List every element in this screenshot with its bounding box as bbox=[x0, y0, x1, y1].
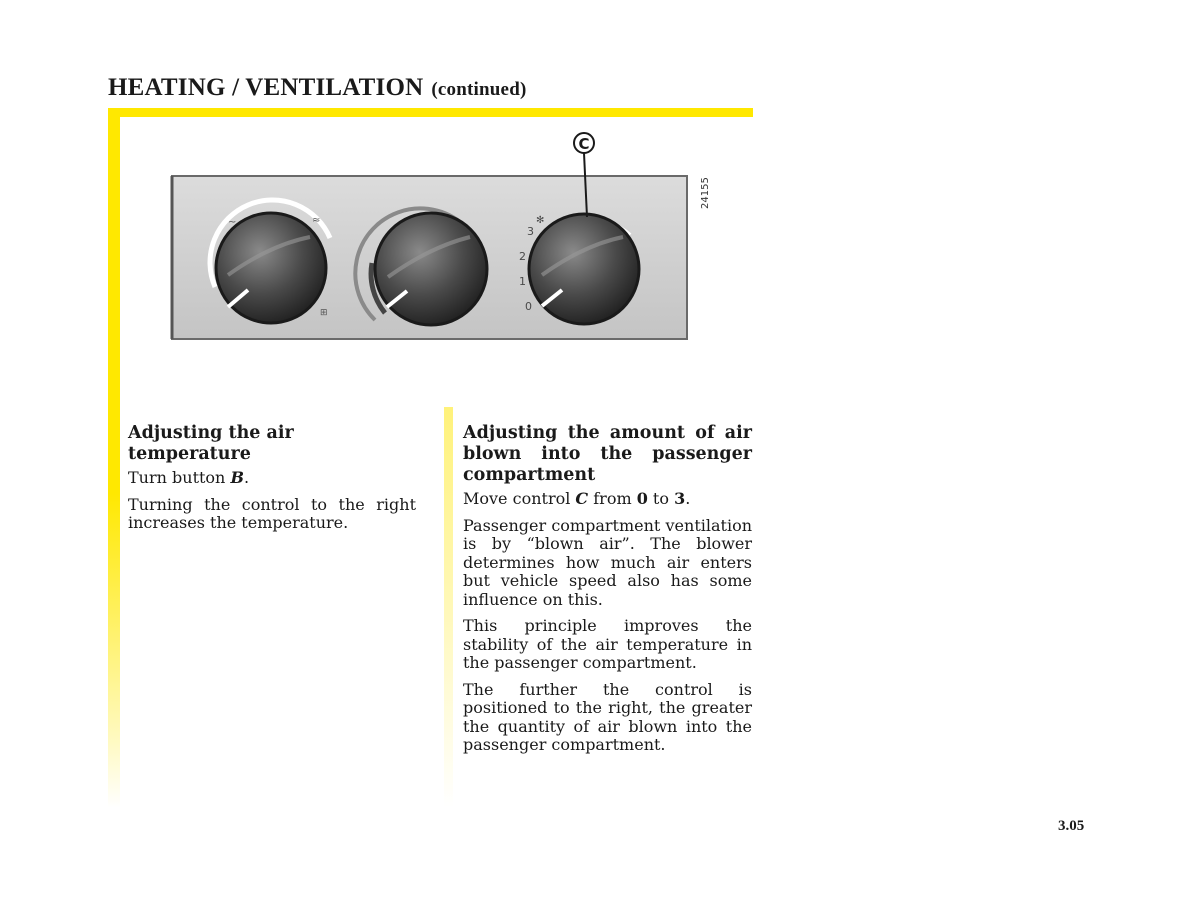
heading-air-amount: Adjusting the amount of air blown into the passenger compartment bbox=[463, 423, 752, 485]
title-suffix: (continued) bbox=[431, 79, 527, 100]
page-number: 3.05 bbox=[1058, 818, 1085, 834]
fan-scale-3: 3 bbox=[527, 225, 534, 238]
paragraph-temperature: Turning the control to the right increases the temperature. bbox=[128, 494, 416, 532]
title-main: HEATING / VENTILATION bbox=[108, 74, 424, 101]
page-title bbox=[108, 74, 527, 102]
yellow-rule-top bbox=[108, 108, 753, 117]
fan-scale-0: 0 bbox=[525, 300, 532, 313]
paragraph-move-control: Move control C from 0 to 3. bbox=[463, 489, 691, 508]
value-to: 3 bbox=[674, 489, 686, 508]
yellow-rule-middle bbox=[444, 407, 453, 807]
control-ref-b: B bbox=[230, 468, 244, 487]
yellow-rule-left bbox=[108, 108, 120, 808]
paragraph-turn-button: Turn button B. bbox=[128, 468, 250, 487]
callout-label-c: C bbox=[578, 135, 590, 153]
fan-scale-1: 1 bbox=[519, 275, 526, 288]
fan-scale-2: 2 bbox=[519, 250, 526, 263]
control-ref-c: C bbox=[575, 489, 589, 508]
figure-ref-code: 24155 bbox=[700, 177, 711, 209]
paragraph-further-control: The further the control is positioned to the right, the greater the quantity of air blown into the passenger compartment. bbox=[463, 679, 752, 754]
svg-text:⊞: ⊞ bbox=[320, 308, 328, 318]
svg-text:~: ~ bbox=[228, 217, 237, 228]
right-column bbox=[463, 423, 752, 763]
value-from: 0 bbox=[636, 489, 648, 508]
temperature-knob bbox=[210, 200, 330, 323]
paragraph-ventilation: Passenger compartment ventilation is by “blown air”. The blower determines how much air enters but vehicle speed also has some influence on this. bbox=[463, 515, 752, 609]
paragraph-principle: This principle improves the stability of the air temperature in the passenger compartment. bbox=[463, 616, 752, 672]
control-panel-illustration bbox=[160, 125, 720, 355]
heading-air-temperature: Adjusting the air temperature bbox=[128, 423, 294, 464]
svg-text:✻: ✻ bbox=[536, 215, 545, 226]
left-column bbox=[128, 423, 416, 541]
svg-text:≈: ≈ bbox=[312, 215, 321, 226]
